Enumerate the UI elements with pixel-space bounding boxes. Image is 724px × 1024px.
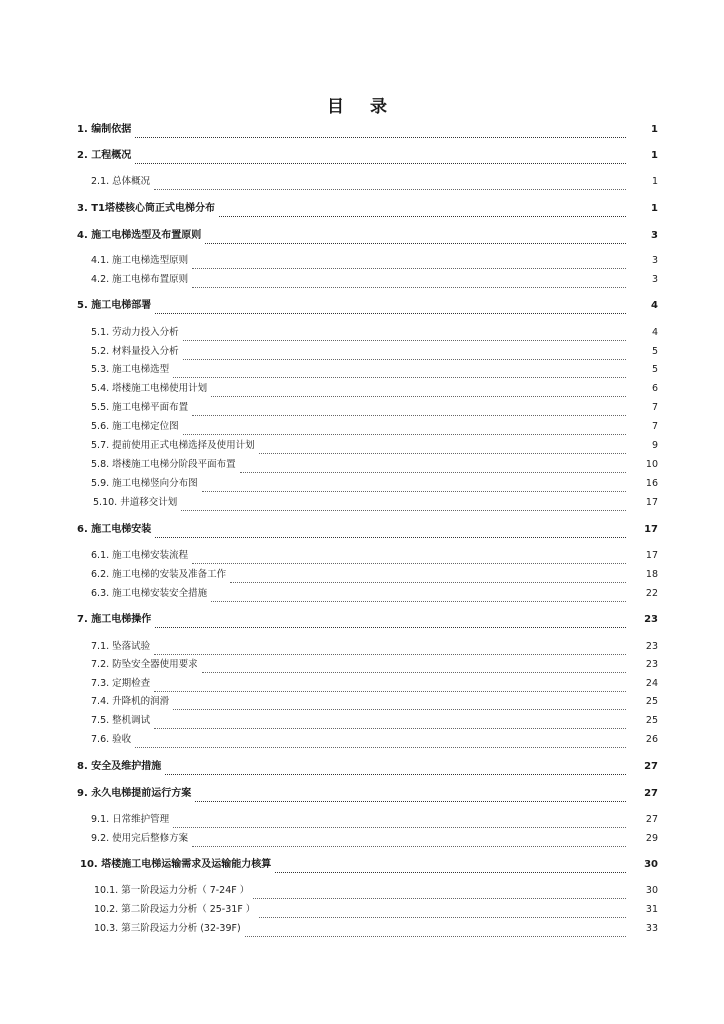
toc-page-number: 10 <box>645 459 658 470</box>
toc-subentry[interactable] <box>91 676 658 692</box>
toc-page-number: 23 <box>645 641 658 652</box>
toc-page-number: 30 <box>644 859 658 870</box>
toc-page-number: 4 <box>651 300 658 311</box>
toc-dot-leader <box>183 424 626 435</box>
toc-entry-label: 5.3. 施工电梯选型 <box>91 364 170 375</box>
toc-entry-label: 5.10. 井道移交计划 <box>93 497 178 508</box>
toc-dot-leader <box>205 233 626 244</box>
toc-entry-label: 5.2. 材料量投入分析 <box>91 346 179 357</box>
toc-dot-leader <box>192 277 626 288</box>
toc-subentry[interactable] <box>91 548 658 564</box>
toc-subentry[interactable] <box>91 419 658 435</box>
toc-dot-leader <box>192 405 626 416</box>
toc-subentry[interactable] <box>93 495 658 511</box>
toc-subentry[interactable] <box>91 694 658 710</box>
toc-dot-leader <box>155 617 626 628</box>
toc-page-number: 24 <box>645 678 658 689</box>
toc-dot-leader <box>165 764 626 775</box>
toc-page-number: 17 <box>645 550 658 561</box>
toc-entry-label: 5.8. 塔楼施工电梯分阶段平面布置 <box>91 459 236 470</box>
toc-dot-leader <box>259 443 626 454</box>
toc-dot-leader <box>192 553 626 564</box>
toc-entry-label: 7.4. 升降机的润滑 <box>91 696 170 707</box>
toc-entry-label: 4.1. 施工电梯选型原则 <box>91 255 189 266</box>
toc-page-number: 26 <box>645 734 658 745</box>
toc-entry-label: 6.2. 施工电梯的安装及准备工作 <box>91 569 227 580</box>
toc-entry-label: 10.2. 第二阶段运力分析（ 25-31F ） <box>94 904 256 915</box>
toc-entry-label: 2.1. 总体概况 <box>91 176 151 187</box>
toc-heading-entry[interactable] <box>77 122 658 138</box>
toc-page-number: 1 <box>651 150 658 161</box>
toc-dot-leader <box>183 349 626 360</box>
toc-heading-entry[interactable] <box>77 228 658 244</box>
toc-page-number: 33 <box>645 923 658 934</box>
toc-page-number: 27 <box>645 814 658 825</box>
toc-dot-leader <box>135 737 626 748</box>
toc-subentry[interactable] <box>91 657 658 673</box>
toc-dot-leader <box>173 367 626 378</box>
toc-subentry[interactable] <box>91 438 658 454</box>
toc-subentry[interactable] <box>91 362 658 378</box>
toc-dot-leader <box>192 258 626 269</box>
toc-subentry[interactable] <box>91 457 658 473</box>
toc-dot-leader <box>154 718 626 729</box>
toc-dot-leader <box>211 386 626 397</box>
toc-subentry[interactable] <box>94 921 658 937</box>
toc-heading-entry[interactable] <box>77 148 658 164</box>
toc-subentry[interactable] <box>94 902 658 918</box>
toc-page-number: 7 <box>651 402 658 413</box>
toc-subentry[interactable] <box>91 476 658 492</box>
toc-dot-leader <box>173 699 626 710</box>
toc-page-number: 4 <box>651 327 658 338</box>
toc-page-number: 23 <box>645 659 658 670</box>
toc-page-number: 9 <box>651 440 658 451</box>
toc-entry-label: 5.4. 塔楼施工电梯使用计划 <box>91 383 208 394</box>
toc-page-number: 17 <box>644 524 658 535</box>
toc-dot-leader <box>219 206 626 217</box>
toc-title: 目 录 <box>327 97 397 117</box>
toc-heading-entry[interactable] <box>77 612 658 628</box>
toc-subentry[interactable] <box>91 713 658 729</box>
toc-page-number: 5 <box>651 364 658 375</box>
toc-heading-entry[interactable] <box>77 786 658 802</box>
toc-entry-label: 9.1. 日常维护管理 <box>91 814 170 825</box>
toc-dot-leader <box>211 591 626 602</box>
toc-page-number: 1 <box>651 124 658 135</box>
toc-entry-label: 4. 施工电梯选型及布置原则 <box>77 230 202 241</box>
toc-entry-label: 9.2. 使用完后整修方案 <box>91 833 189 844</box>
toc-dot-leader <box>259 907 626 918</box>
toc-entry-label: 7.1. 坠落试验 <box>91 641 151 652</box>
toc-entry-label: 10. 塔楼施工电梯运输需求及运输能力核算 <box>80 859 272 870</box>
toc-subentry[interactable] <box>91 272 658 288</box>
toc-heading-entry[interactable] <box>77 759 658 775</box>
toc-dot-leader <box>195 791 626 802</box>
toc-entry-label: 5.7. 提前使用正式电梯选择及使用计划 <box>91 440 255 451</box>
toc-page-number: 1 <box>651 176 658 187</box>
toc-dot-leader <box>230 572 626 583</box>
toc-dot-leader <box>155 303 626 314</box>
toc-subentry[interactable] <box>91 567 658 583</box>
toc-entry-label: 3. T1塔楼核心筒正式电梯分布 <box>77 203 216 214</box>
toc-entry-label: 7.2. 防坠安全器使用要求 <box>91 659 198 670</box>
toc-heading-entry[interactable] <box>77 201 658 217</box>
toc-heading-entry[interactable] <box>80 857 658 873</box>
toc-page-number: 27 <box>644 761 658 772</box>
toc-page-number: 3 <box>651 274 658 285</box>
toc-dot-leader <box>202 662 626 673</box>
toc-dot-leader <box>192 836 626 847</box>
toc-heading-entry[interactable] <box>77 522 658 538</box>
toc-subentry[interactable] <box>91 325 658 341</box>
toc-dot-leader <box>154 681 626 692</box>
toc-subentry[interactable] <box>91 253 658 269</box>
toc-entry-label: 7.5. 整机调试 <box>91 715 151 726</box>
toc-subentry[interactable] <box>91 639 658 655</box>
toc-page-number: 3 <box>651 255 658 266</box>
toc-entry-label: 1. 编制依据 <box>77 124 132 135</box>
toc-subentry[interactable] <box>91 586 658 602</box>
toc-subentry[interactable] <box>91 732 658 748</box>
toc-dot-leader <box>135 127 626 138</box>
toc-entry-label: 6.3. 施工电梯安装安全措施 <box>91 588 208 599</box>
toc-dot-leader <box>183 330 626 341</box>
toc-entry-label: 5.5. 施工电梯平面布置 <box>91 402 189 413</box>
toc-entry-label: 5.1. 劳动力投入分析 <box>91 327 179 338</box>
toc-page-number: 3 <box>651 230 658 241</box>
toc-page-number: 23 <box>644 614 658 625</box>
toc-page-number: 31 <box>645 904 658 915</box>
toc-page-number: 27 <box>644 788 658 799</box>
toc-subentry[interactable] <box>91 812 658 828</box>
toc-entry-label: 5.9. 施工电梯竖向分布图 <box>91 478 198 489</box>
toc-entry-label: 8. 安全及维护措施 <box>77 761 162 772</box>
toc-entry-label: 6. 施工电梯安装 <box>77 524 152 535</box>
toc-page-number: 17 <box>645 497 658 508</box>
toc-heading-entry[interactable] <box>77 298 658 314</box>
toc-entry-label: 9. 永久电梯提前运行方案 <box>77 788 192 799</box>
toc-entry-label: 10.3. 第三阶段运力分析 (32-39F) <box>94 923 241 934</box>
toc-entry-label: 10.1. 第一阶段运力分析（ 7-24F ） <box>94 885 250 896</box>
toc-dot-leader <box>181 500 626 511</box>
toc-dot-leader <box>155 527 626 538</box>
toc-dot-leader <box>154 179 626 190</box>
toc-entry-label: 2. 工程概况 <box>77 150 132 161</box>
toc-entry-label: 6.1. 施工电梯安装流程 <box>91 550 189 561</box>
toc-entry-label: 7.6. 验收 <box>91 734 132 745</box>
toc-page-number: 30 <box>645 885 658 896</box>
toc-subentry[interactable] <box>91 174 658 190</box>
toc-entry-label: 7.3. 定期检查 <box>91 678 151 689</box>
toc-dot-leader <box>135 153 626 164</box>
toc-page-number: 18 <box>645 569 658 580</box>
toc-subentry[interactable] <box>91 400 658 416</box>
toc-dot-leader <box>253 888 626 899</box>
toc-dot-leader <box>173 817 626 828</box>
toc-page-number: 29 <box>645 833 658 844</box>
toc-subentry[interactable] <box>94 883 658 899</box>
toc-dot-leader <box>154 644 626 655</box>
toc-dot-leader <box>202 481 626 492</box>
toc-entry-label: 7. 施工电梯操作 <box>77 614 152 625</box>
toc-entry-label: 5. 施工电梯部署 <box>77 300 152 311</box>
toc-page-number: 16 <box>645 478 658 489</box>
toc-page-number: 25 <box>645 715 658 726</box>
toc-page-number: 7 <box>651 421 658 432</box>
toc-dot-leader <box>275 862 626 873</box>
toc-page-number: 1 <box>651 203 658 214</box>
toc-subentry[interactable] <box>91 831 658 847</box>
toc-dot-leader <box>240 462 626 473</box>
toc-page-number: 5 <box>651 346 658 357</box>
toc-page-number: 25 <box>645 696 658 707</box>
toc-page-number: 6 <box>651 383 658 394</box>
toc-entry-label: 5.6. 施工电梯定位图 <box>91 421 179 432</box>
toc-page-number: 22 <box>645 588 658 599</box>
toc-subentry[interactable] <box>91 344 658 360</box>
toc-dot-leader <box>245 926 626 937</box>
toc-entry-label: 4.2. 施工电梯布置原则 <box>91 274 189 285</box>
toc-subentry[interactable] <box>91 381 658 397</box>
